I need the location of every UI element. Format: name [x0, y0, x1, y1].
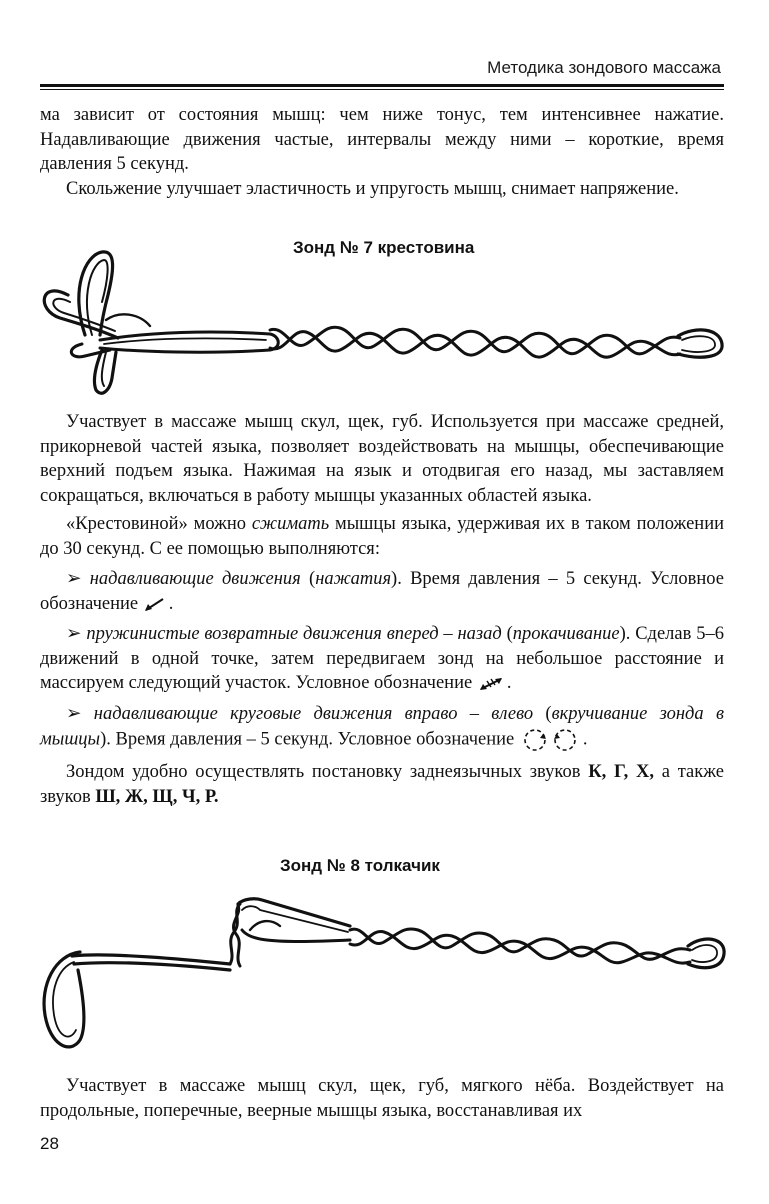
item-2-text: Сделав 5–6 движений в одной точке, затем передвигаем зонд на небольшое расстояние и массируем следующий участок. Условное обозначение	[40, 624, 724, 693]
probe-7-heading: Зонд № 7 крестовина	[293, 238, 475, 257]
screwing-symbol-icon	[519, 726, 583, 754]
running-header: Методика зондового массажа	[487, 58, 721, 77]
item-2-alias: прокачивание	[512, 624, 620, 644]
top-text	[40, 103, 724, 201]
sounds-velar: К, Г, Х,	[588, 762, 655, 782]
bullet-arrow-icon: ➢	[66, 569, 90, 589]
probe-7-sounds	[40, 760, 724, 809]
bullet-arrow-icon: ➢	[66, 703, 94, 724]
technique-item-3: ➢ надавливающие круговые движения вправо – влево (вкручивание зонда в мышцы). Время давления – 5 секунд. Условное обозначение .	[40, 702, 724, 755]
sounds-sibilant: Ш, Ж, Щ, Ч, Р.	[95, 786, 219, 807]
usage-rest: мышцы языка, удерживая их в таком положении до 30 секунд. С ее помощью выполняются:	[40, 514, 724, 559]
bullet-arrow-icon: ➢	[66, 624, 87, 644]
usage-emphasis: сжимать	[251, 514, 330, 534]
probe-7-description: Участвует в массаже мышц скул, щек, губ. Используется при массаже средней, прикорневой частей языка, позволяет воздействовать на мышцы, обеспечивающие верхний подъем языка. Нажимая на язык и отодвигая его назад, мы заставляем сокращаться, включаться в работу мышцы указанных областей языка.	[40, 412, 724, 506]
sounds-text: Зондом удобно осуществлять постановку заднеязычных звуков	[66, 762, 581, 782]
usage-mid: можно	[187, 514, 252, 534]
probe-7-illustration	[30, 240, 730, 405]
probe-8-description: Участвует в массаже мышц скул, щек, губ, мягкого нёба. Воздействует на продольные, поперечные, веерные мышцы языка, восстанавливая их	[40, 1076, 724, 1121]
technique-item-1: ➢ надавливающие движения (нажатия). Время давления – 5 секунд. Условное обозначение .	[40, 569, 724, 614]
item-3-alias: вкручивание зонда в мышцы	[40, 703, 724, 750]
item-1-name: надавливающие движения	[89, 569, 301, 589]
probe-8-illustration	[30, 890, 730, 1065]
item-3-text: Время давления – 5 секунд. Условное обозначение	[115, 729, 515, 750]
header-rule-thin	[40, 89, 724, 90]
paragraph-continued: ма зависит от состояния мышц: чем ниже тонус, тем интенсивнее нажатие. Надавливающие движения частые, интервалы между ними – короткие, время давления 5 секунд.	[40, 105, 724, 174]
item-1-text: Время давления – 5 секунд. Условное обозначение	[40, 569, 724, 614]
pressing-symbol-icon	[143, 595, 169, 613]
pumping-symbol-icon	[477, 675, 507, 693]
technique-item-2: ➢ пружинистые возвратные движения вперед – назад (прокачивание). Сделав 5–6 движений в одной точке, затем передвигаем зонд на небольшое расстояние и массируем следующий участок. Условное обозначение .	[40, 624, 724, 693]
probe-7-usage	[40, 512, 724, 561]
probe-8-heading: Зонд № 8 толкачик	[280, 856, 440, 875]
item-3-name: надавливающие круговые движения вправо – влево	[93, 703, 534, 724]
sounds-mid: а также звуков	[40, 762, 724, 807]
usage-quote: «Крестовиной»	[66, 514, 188, 534]
item-2-name: пружинистые возвратные движения вперед – назад	[86, 624, 502, 644]
header-rule-thick	[40, 84, 724, 87]
item-1-alias: нажатия	[315, 569, 392, 589]
probe-8-text	[40, 1074, 724, 1123]
probe-7-text	[40, 410, 724, 809]
page-number: 28	[40, 1134, 59, 1153]
paragraph-sliding: Скольжение улучшает эластичность и упругость мышц, снимает напряжение.	[66, 178, 679, 199]
